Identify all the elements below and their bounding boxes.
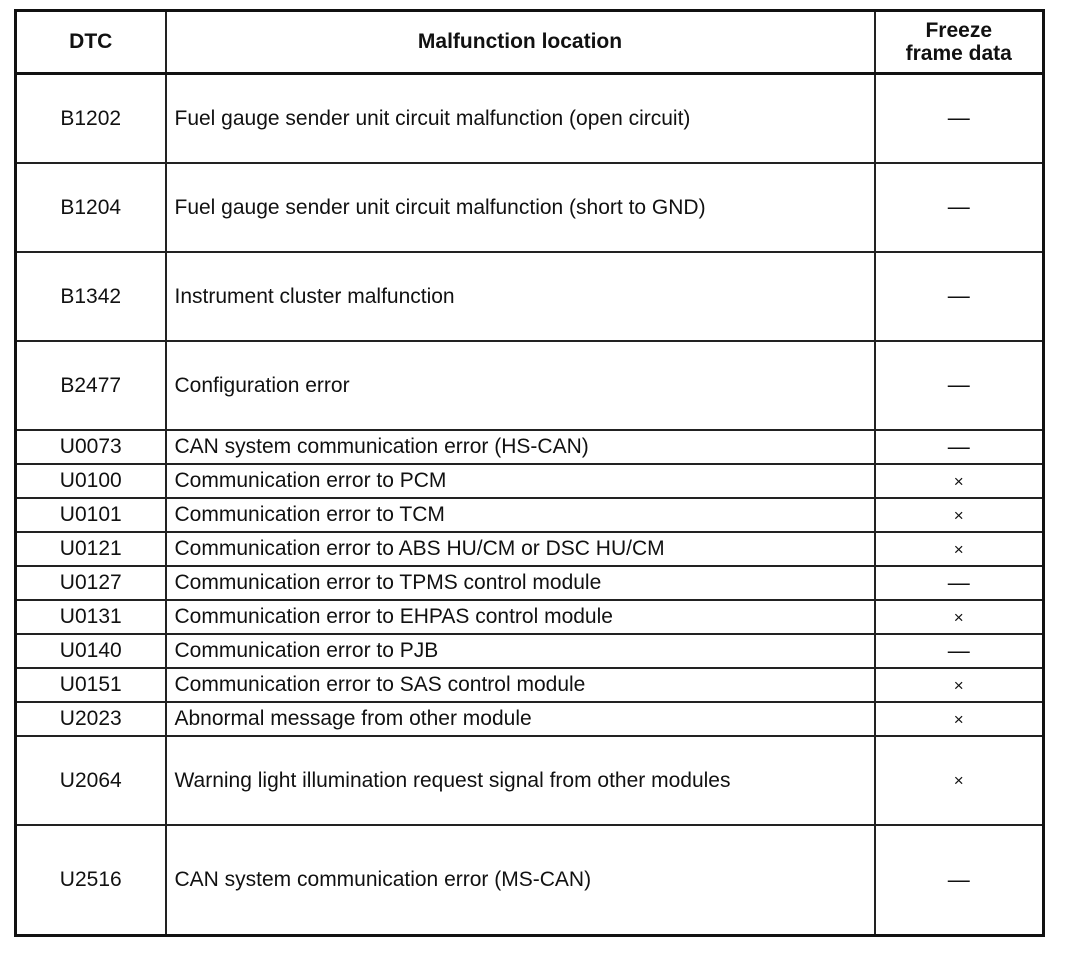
- freeze-not-available-mark: —: [947, 372, 970, 397]
- table-row: [16, 668, 1044, 702]
- dtc-code-cell: U0121: [16, 532, 166, 566]
- freeze-available-mark: ×: [953, 607, 964, 627]
- freeze-frame-data-cell: [875, 566, 1044, 600]
- freeze-available-mark: ×: [953, 709, 964, 729]
- column-header-dtc: DTC: [16, 11, 166, 74]
- freeze-header-line-1: Freeze: [925, 19, 993, 42]
- freeze-not-available-mark: —: [947, 866, 970, 892]
- freeze-frame-data-cell: [875, 464, 1044, 498]
- malfunction-location-cell: Fuel gauge sender unit circuit malfunction (open circuit): [166, 74, 875, 164]
- table-row: [16, 341, 1044, 430]
- malfunction-location-cell: CAN system communication error (HS-CAN): [166, 430, 875, 464]
- table-row: [16, 532, 1044, 566]
- freeze-frame-data-cell: [875, 600, 1044, 634]
- freeze-frame-data-cell: [875, 341, 1044, 430]
- malfunction-location-cell: Configuration error: [166, 341, 875, 430]
- freeze-available-mark: ×: [953, 771, 964, 790]
- malfunction-location-cell: CAN system communication error (MS-CAN): [166, 825, 875, 936]
- column-header-malfunction-location: Malfunction location: [166, 11, 875, 74]
- freeze-frame-data-cell: [875, 252, 1044, 341]
- freeze-frame-data-cell: [875, 430, 1044, 464]
- table-row: [16, 464, 1044, 498]
- malfunction-location-cell: Communication error to EHPAS control module: [166, 600, 875, 634]
- malfunction-location-cell: Communication error to PJB: [166, 634, 875, 668]
- malfunction-location-cell: Communication error to ABS HU/CM or DSC HU/CM: [166, 532, 875, 566]
- dtc-code-cell: U0140: [16, 634, 166, 668]
- table-row: [16, 74, 1044, 164]
- dtc-table: [14, 9, 1045, 937]
- dtc-code-cell: B1204: [16, 163, 166, 252]
- table-body: [16, 74, 1044, 936]
- table-row: [16, 600, 1044, 634]
- dtc-code-cell: U0100: [16, 464, 166, 498]
- dtc-code-cell: U0101: [16, 498, 166, 532]
- table-row: [16, 430, 1044, 464]
- malfunction-location-cell: Communication error to SAS control module: [166, 668, 875, 702]
- freeze-frame-data-cell: [875, 532, 1044, 566]
- freeze-frame-data-cell: [875, 668, 1044, 702]
- dtc-code-cell: U2064: [16, 736, 166, 825]
- table-row: [16, 702, 1044, 736]
- freeze-available-mark: ×: [953, 471, 964, 491]
- freeze-available-mark: ×: [953, 539, 964, 559]
- table-header-row: [16, 11, 1044, 74]
- malfunction-location-cell: Warning light illumination request signal from other modules: [166, 736, 875, 825]
- freeze-frame-data-cell: [875, 825, 1044, 936]
- freeze-header-line-2: frame data: [905, 42, 1012, 65]
- table-row: [16, 163, 1044, 252]
- table-row: [16, 825, 1044, 936]
- freeze-available-mark: ×: [953, 505, 964, 525]
- table-row: [16, 566, 1044, 600]
- table-row: [16, 634, 1044, 668]
- dtc-code-cell: U0131: [16, 600, 166, 634]
- freeze-frame-data-cell: [875, 634, 1044, 668]
- table-row: [16, 498, 1044, 532]
- table-row: [16, 252, 1044, 341]
- table-row: [16, 736, 1044, 825]
- dtc-code-cell: U0073: [16, 430, 166, 464]
- column-header-freeze-frame-data: [875, 11, 1044, 74]
- dtc-code-cell: U2023: [16, 702, 166, 736]
- dtc-code-cell: B1342: [16, 252, 166, 341]
- freeze-frame-data-cell: [875, 702, 1044, 736]
- dtc-code-cell: U0151: [16, 668, 166, 702]
- malfunction-location-cell: Fuel gauge sender unit circuit malfunction (short to GND): [166, 163, 875, 252]
- freeze-not-available-mark: —: [947, 283, 970, 308]
- freeze-available-mark: ×: [953, 675, 964, 695]
- dtc-code-cell: B1202: [16, 74, 166, 164]
- freeze-not-available-mark: —: [947, 433, 970, 459]
- malfunction-location-cell: Abnormal message from other module: [166, 702, 875, 736]
- malfunction-location-cell: Communication error to TCM: [166, 498, 875, 532]
- freeze-frame-data-cell: [875, 498, 1044, 532]
- dtc-code-cell: B2477: [16, 341, 166, 430]
- malfunction-location-cell: Communication error to TPMS control module: [166, 566, 875, 600]
- freeze-not-available-mark: —: [947, 637, 970, 663]
- freeze-frame-data-cell: [875, 74, 1044, 164]
- malfunction-location-cell: Communication error to PCM: [166, 464, 875, 498]
- freeze-not-available-mark: —: [947, 105, 970, 130]
- freeze-not-available-mark: —: [947, 194, 970, 219]
- malfunction-location-cell: Instrument cluster malfunction: [166, 252, 875, 341]
- freeze-not-available-mark: —: [947, 569, 970, 595]
- dtc-code-cell: U0127: [16, 566, 166, 600]
- dtc-code-cell: U2516: [16, 825, 166, 936]
- freeze-frame-data-cell: [875, 736, 1044, 825]
- freeze-frame-data-cell: [875, 163, 1044, 252]
